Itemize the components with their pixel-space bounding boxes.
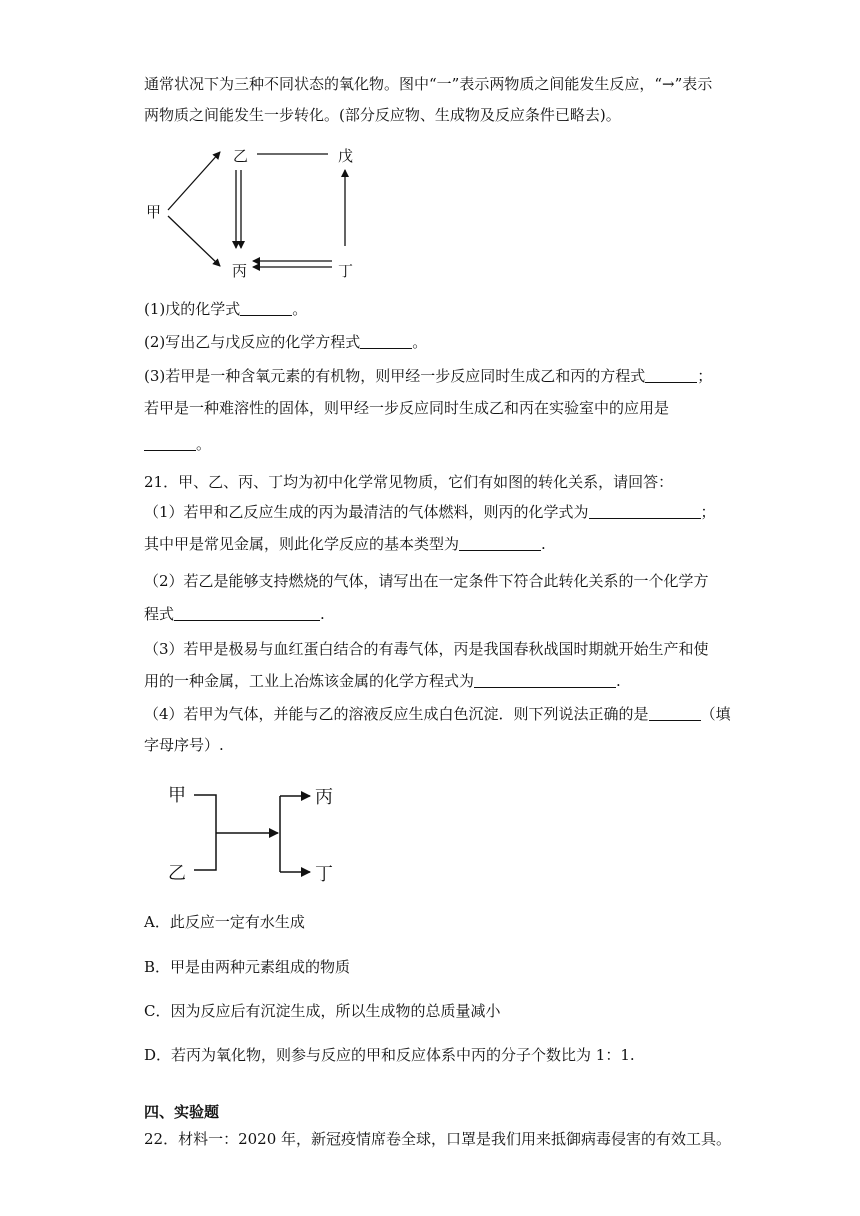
punct: （填 bbox=[700, 705, 731, 723]
transformation-diagram-1 bbox=[140, 140, 370, 285]
diagram1-label-jia: 甲 bbox=[146, 203, 162, 221]
diagram2-label-bing: 丙 bbox=[315, 787, 333, 808]
intro-line-1: 通常状况下为三种不同状态的氧化物。图中“一”表示两物质之间能发生反应，“→”表示 bbox=[144, 75, 713, 93]
answer-blank[interactable] bbox=[589, 503, 701, 519]
q20-part-3a-text: (3)若甲是一种含氧元素的有机物，则甲经一步反应同时生成乙和丙的方程式 bbox=[144, 367, 646, 385]
q21-sub-1a bbox=[144, 501, 716, 523]
answer-blank[interactable] bbox=[459, 535, 541, 551]
punct: . bbox=[541, 535, 546, 553]
q21-sub-3b bbox=[144, 670, 621, 692]
q21-sub-4a bbox=[144, 703, 731, 725]
option-d[interactable]: D．若丙为氧化物，则参与反应的甲和反应体系中丙的分子个数比为 1：1. bbox=[144, 1046, 635, 1064]
punct: 。 bbox=[196, 435, 212, 453]
section-title-experiment: 四、实验题 bbox=[144, 1103, 220, 1121]
arrow-jia-to-bing bbox=[168, 216, 220, 266]
q21-sub-1b bbox=[144, 533, 546, 555]
option-c[interactable]: C．因为反应后有沉淀生成，所以生成物的总质量减小 bbox=[144, 1002, 501, 1020]
q21-sub-2b bbox=[144, 603, 325, 625]
q20-part-3b: 若甲是一种难溶性的固体，则甲经一步反应同时生成乙和丙在实验室中的应用是 bbox=[144, 399, 670, 417]
q21-sub-2a: （2）若乙是能够支持燃烧的气体，请写出在一定条件下符合此转化关系的一个化学方 bbox=[144, 572, 709, 590]
q20-part-2-text: (2)写出乙与戊反应的化学方程式 bbox=[144, 333, 361, 351]
punct: . bbox=[616, 672, 621, 690]
option-a[interactable]: A．此反应一定有水生成 bbox=[144, 913, 305, 931]
q20-part-1 bbox=[144, 298, 307, 320]
q20-part-1-text: (1)戊的化学式 bbox=[144, 300, 241, 318]
diagram2-label-jia: 甲 bbox=[168, 785, 186, 806]
transformation-diagram-2 bbox=[160, 778, 350, 888]
punct: 。 bbox=[412, 333, 428, 351]
q21-sub-2b-text: 程式 bbox=[144, 605, 175, 623]
answer-blank[interactable] bbox=[360, 333, 412, 349]
q20-part-2 bbox=[144, 331, 427, 353]
q21-sub-1a-text: （1）若甲和乙反应生成的丙为最清洁的气体燃料，则丙的化学式为 bbox=[144, 503, 589, 521]
bracket-reactants bbox=[194, 795, 216, 870]
intro-line-2: 两物质之间能发生一步转化。(部分反应物、生成物及反应条件已略去)。 bbox=[144, 106, 621, 124]
answer-blank[interactable] bbox=[474, 672, 616, 688]
q21-sub-4b: 字母序号）. bbox=[144, 736, 224, 754]
q20-part-3a bbox=[144, 365, 712, 387]
punct: ； bbox=[700, 503, 716, 521]
diagram1-label-bing: 丙 bbox=[232, 262, 248, 280]
answer-blank[interactable] bbox=[645, 367, 697, 383]
punct: 。 bbox=[292, 300, 308, 318]
arrow-jia-to-yi bbox=[168, 152, 220, 210]
answer-blank[interactable] bbox=[144, 435, 196, 451]
diagram1-label-ding: 丁 bbox=[338, 262, 354, 280]
option-b[interactable]: B．甲是由两种元素组成的物质 bbox=[144, 958, 351, 976]
diagram1-label-yi: 乙 bbox=[233, 147, 249, 165]
q21-sub-3b-text: 用的一种金属，工业上冶炼该金属的化学方程式为 bbox=[144, 672, 475, 690]
q20-part-3c bbox=[144, 433, 211, 455]
diagram2-label-ding: 丁 bbox=[315, 864, 333, 885]
q21-sub-3a: （3）若甲是极易与血红蛋白结合的有毒气体，丙是我国春秋战国时期就开始生产和使 bbox=[144, 640, 709, 658]
punct: ； bbox=[697, 367, 713, 385]
answer-blank[interactable] bbox=[649, 705, 701, 721]
punct: . bbox=[320, 605, 325, 623]
q22-line-1: 22．材料一：2020 年，新冠疫情席卷全球，口罩是我们用来抵御病毒侵害的有效工具。 bbox=[144, 1130, 732, 1148]
q21-stem: 21．甲、乙、丙、丁均为初中化学常见物质，它们有如图的转化关系，请回答： bbox=[144, 473, 674, 491]
q21-sub-1b-text: 其中甲是常见金属，则此化学反应的基本类型为 bbox=[144, 535, 460, 553]
diagram1-label-wu: 戊 bbox=[338, 147, 354, 165]
answer-blank[interactable] bbox=[240, 300, 292, 316]
q21-sub-4a-text: （4）若甲为气体，并能与乙的溶液反应生成白色沉淀．则下列说法正确的是 bbox=[144, 705, 649, 723]
diagram2-label-yi: 乙 bbox=[168, 863, 186, 884]
answer-blank[interactable] bbox=[174, 605, 320, 621]
